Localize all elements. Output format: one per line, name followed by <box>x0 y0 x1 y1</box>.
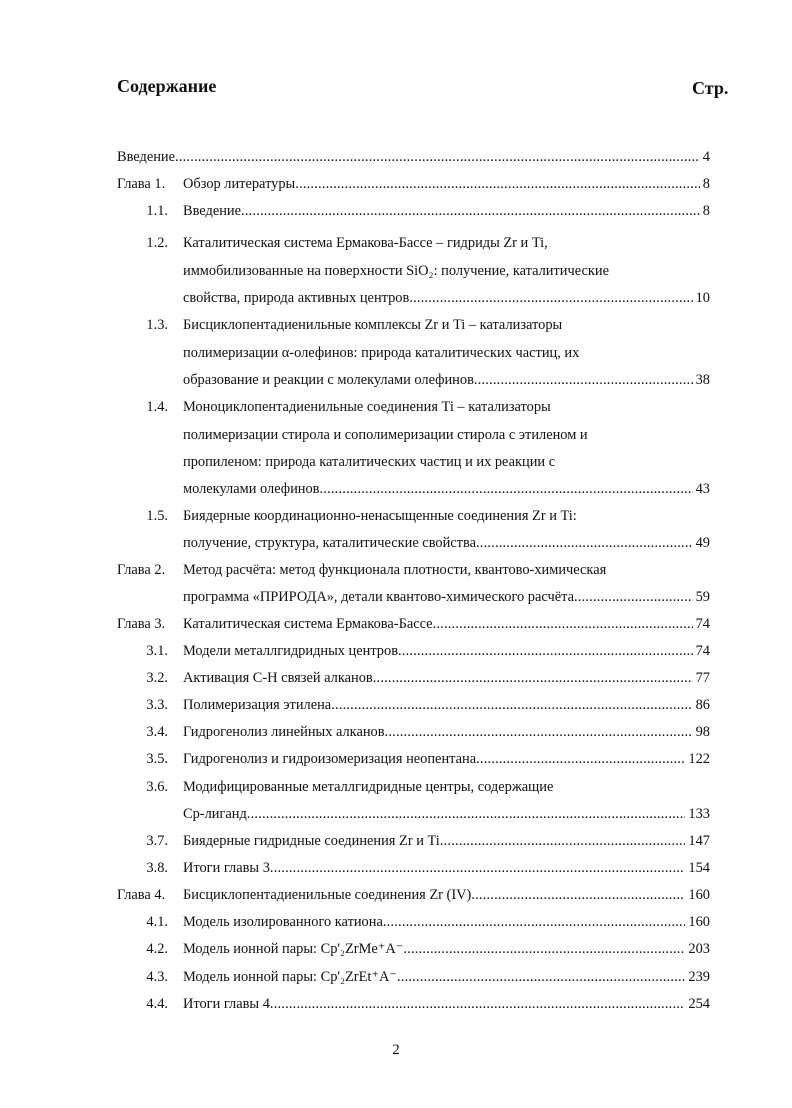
toc-entry-title: Метод расчёта: метод функционала плотности, квантово-химическая <box>183 562 607 578</box>
toc-entry-title: Биядерные гидридные соединения Zr и Ti <box>183 833 440 849</box>
toc-entry-page: 122 <box>688 751 710 767</box>
toc-entry-title: Полимеризация этилена <box>183 697 332 713</box>
toc-entry-title: свойства, природа активных центров <box>183 290 410 306</box>
toc-entry-page: 38 <box>695 372 710 388</box>
toc-entry-title: иммобилизованные на поверхности SiO₂: получение, каталитические <box>183 263 609 279</box>
toc-entry-page: 49 <box>695 535 710 551</box>
dot-leader <box>331 694 692 716</box>
dot-leader <box>403 938 685 960</box>
toc-entry-title: Бисциклопентадиенильные комплексы Zr и Ti – катализаторы <box>183 317 563 333</box>
toc-entry-title: Модель изолированного катиона <box>183 914 383 930</box>
toc-entry-number: 4.3. <box>146 969 168 985</box>
toc-entry-number: 3.5. <box>146 751 168 767</box>
toc-entry-page: 10 <box>695 290 710 306</box>
toc-entry-page: 74 <box>695 616 710 632</box>
toc-entry-title: Биядерные координационно-ненасыщенные соединения Zr и Ti: <box>183 508 577 524</box>
dot-leader <box>319 478 692 500</box>
toc-entry-title: Обзор литературы <box>183 176 296 192</box>
toc-entry-page: 74 <box>695 643 710 659</box>
toc-entry-title: Введение <box>183 203 242 219</box>
toc-entry-title: программа «ПРИРОДА», детали квантово-химического расчёта <box>183 589 574 605</box>
dot-leader <box>474 369 693 391</box>
toc-entry-number: 1.3. <box>146 317 168 333</box>
toc-entry-page: 8 <box>702 203 710 219</box>
toc-entry-page: 133 <box>688 806 710 822</box>
page-column-label: Стр. <box>692 78 729 98</box>
dot-leader <box>373 667 693 689</box>
toc-entry-title: Гидрогенолиз и гидроизомеризация неопентана <box>183 751 477 767</box>
page-title: Содержание <box>117 76 217 96</box>
toc-entry-title: полимеризации α-олефинов: природа каталитических частиц, их <box>183 345 580 361</box>
page-number: 2 <box>392 1042 400 1058</box>
toc-entry-number: 4.1. <box>146 914 168 930</box>
toc-entry-title: пропиленом: природа каталитических частиц и их реакции с <box>183 454 556 470</box>
toc-entry-page: 4 <box>702 149 710 165</box>
toc-entry-page: 8 <box>702 176 710 192</box>
toc-entry-number: Глава 1. <box>117 176 166 192</box>
toc-entry-page: 239 <box>688 969 710 985</box>
toc-entry-title: Итоги главы 3 <box>183 860 270 876</box>
toc-entry-number: 4.2. <box>146 941 168 957</box>
dot-leader <box>241 200 700 222</box>
dot-leader <box>295 173 700 195</box>
toc-entry-title: Модели металлгидридных центров <box>183 643 398 659</box>
toc-entry-title: Активация C-H связей алканов <box>183 670 373 686</box>
toc-entry-title: Введение <box>117 149 176 165</box>
toc-entry-number: 1.2. <box>146 235 168 251</box>
toc-entry-number: Глава 4. <box>117 887 166 903</box>
toc-entry-number: 3.7. <box>146 833 168 849</box>
toc-entry-number: 3.2. <box>146 670 168 686</box>
toc-entry-number: Глава 3. <box>117 616 166 632</box>
toc-entry-number: 3.8. <box>146 860 168 876</box>
toc-entry-title: получение, структура, каталитические свойства <box>183 535 476 551</box>
toc-entry-page: 160 <box>688 887 710 903</box>
toc-entry-page: 43 <box>695 481 710 497</box>
toc-entry-title: Итоги главы 4 <box>183 996 270 1012</box>
toc-entry-number: 4.4. <box>146 996 168 1012</box>
dot-leader <box>574 586 693 608</box>
dot-leader <box>409 287 692 309</box>
dot-leader <box>175 146 700 168</box>
dot-leader <box>476 532 693 554</box>
toc-entry-page: 160 <box>688 914 710 930</box>
dot-leader <box>397 966 685 988</box>
toc-entry-title: Каталитическая система Ермакова-Бассе – гидриды Zr и Ti, <box>183 235 548 251</box>
toc-entry-title: Модифицированные металлгидридные центры, содержащие <box>183 779 554 795</box>
toc-entry-page: 154 <box>688 860 710 876</box>
toc-entry-title: образование и реакции с молекулами олефинов <box>183 372 474 388</box>
toc-entry-page: 86 <box>695 697 710 713</box>
toc-entry-title: Бисциклопентадиенильные соединения Zr (IV) <box>183 887 472 903</box>
toc-entry-number: 3.1. <box>146 643 168 659</box>
toc-entry-title: полимеризации стирола и сополимеризации стирола с этиленом и <box>183 427 588 443</box>
toc-entry-page: 77 <box>695 670 710 686</box>
toc-entry-page: 147 <box>688 833 710 849</box>
dot-leader <box>247 803 686 825</box>
toc-entry-title: Cp-лиганд <box>183 806 247 822</box>
toc-entry-number: 3.6. <box>146 779 168 795</box>
toc-entry-number: 1.5. <box>146 508 168 524</box>
toc-entry-title: Каталитическая система Ермакова-Бассе <box>183 616 433 632</box>
toc-entry-number: 3.3. <box>146 697 168 713</box>
dot-leader <box>471 884 685 906</box>
toc-entry-title: молекулами олефинов <box>183 481 320 497</box>
toc-entry-number: 1.4. <box>146 399 168 415</box>
toc-entry-title: Модель ионной пары: Cp'₂ZrMe⁺A⁻ <box>183 941 404 957</box>
dot-leader <box>398 640 693 662</box>
dot-leader <box>476 748 685 770</box>
toc-entry-title: Моноциклопентадиенильные соединения Ti – катализаторы <box>183 399 551 415</box>
toc-entry-page: 59 <box>695 589 710 605</box>
toc-entry-number: 3.4. <box>146 724 168 740</box>
toc-entry-page: 254 <box>688 996 710 1012</box>
dot-leader <box>383 911 686 933</box>
toc-entry-page: 98 <box>695 724 710 740</box>
toc-entry-number: 1.1. <box>146 203 168 219</box>
dot-leader <box>270 993 686 1015</box>
dot-leader <box>440 830 686 852</box>
dot-leader <box>385 721 693 743</box>
dot-leader <box>270 857 686 879</box>
toc-entry-title: Гидрогенолиз линейных алканов <box>183 724 385 740</box>
toc-entry-page: 203 <box>688 941 710 957</box>
dot-leader <box>433 613 693 635</box>
toc-entry-title: Модель ионной пары: Cp'₂ZrEt⁺A⁻ <box>183 969 397 985</box>
toc-entry-number: Глава 2. <box>117 562 166 578</box>
